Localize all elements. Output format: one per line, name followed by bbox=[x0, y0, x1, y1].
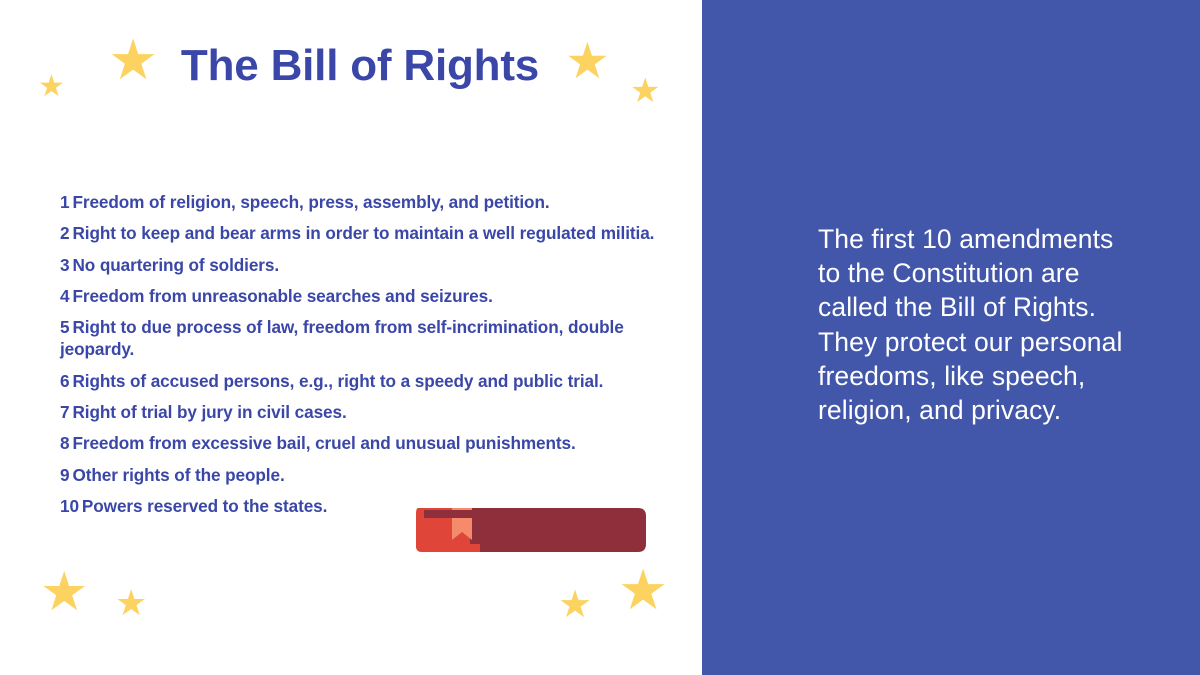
amendments-list bbox=[60, 192, 690, 527]
amendment-text: Freedom of religion, speech, press, assembly, and petition. bbox=[72, 192, 550, 212]
amendment-number: 6 bbox=[60, 370, 70, 391]
star-icon: ★ bbox=[38, 70, 65, 103]
star-icon: ★ bbox=[40, 562, 89, 622]
list-item bbox=[60, 255, 690, 277]
side-panel bbox=[702, 0, 1200, 675]
list-item bbox=[60, 402, 690, 424]
star-icon: ★ bbox=[108, 28, 159, 91]
closed-book-icon bbox=[410, 500, 650, 560]
list-item bbox=[60, 286, 690, 308]
star-icon: ★ bbox=[115, 582, 148, 623]
amendment-number: 4 bbox=[60, 286, 70, 307]
list-item bbox=[60, 433, 690, 455]
amendment-number: 9 bbox=[60, 464, 70, 485]
amendment-number: 8 bbox=[60, 433, 70, 454]
amendment-number: 5 bbox=[60, 317, 70, 338]
amendment-text: Rights of accused persons, e.g., right to a speedy and public trial. bbox=[72, 370, 604, 391]
side-note-text: The first 10 amendments to the Constitution are called the Bill of Rights. They protect our personal freedoms, like speech, religion, and privacy. bbox=[818, 224, 1123, 425]
amendment-text: Freedom from unreasonable searches and seizures. bbox=[72, 286, 493, 307]
star-icon: ★ bbox=[630, 72, 661, 110]
amendment-text: Right to keep and bear arms in order to maintain a well regulated militia. bbox=[72, 223, 655, 244]
amendment-text: Other rights of the people. bbox=[72, 464, 285, 485]
amendment-number: 2 bbox=[60, 223, 70, 244]
list-item bbox=[60, 371, 690, 393]
amendment-number: 10 bbox=[60, 495, 79, 516]
amendment-number: 3 bbox=[60, 254, 70, 275]
amendment-text: Right to due process of law, freedom from self-incrimination, double jeopardy. bbox=[60, 317, 624, 360]
amendment-text: Right of trial by jury in civil cases. bbox=[72, 401, 347, 422]
star-icon: ★ bbox=[558, 584, 593, 626]
amendment-text: Powers reserved to the states. bbox=[81, 495, 328, 516]
star-icon: ★ bbox=[565, 33, 610, 89]
list-item bbox=[60, 317, 690, 361]
amendment-text: No quartering of soldiers. bbox=[72, 254, 280, 275]
amendment-number: 7 bbox=[60, 401, 70, 422]
page-title: The Bill of Rights bbox=[180, 41, 540, 90]
amendment-text: Freedom from excessive bail, cruel and unusual punishments. bbox=[72, 433, 576, 454]
star-icon: ★ bbox=[618, 558, 669, 621]
list-item bbox=[60, 465, 690, 487]
list-item bbox=[60, 192, 690, 214]
amendment-number: 1 bbox=[60, 192, 70, 212]
list-item bbox=[60, 223, 690, 245]
